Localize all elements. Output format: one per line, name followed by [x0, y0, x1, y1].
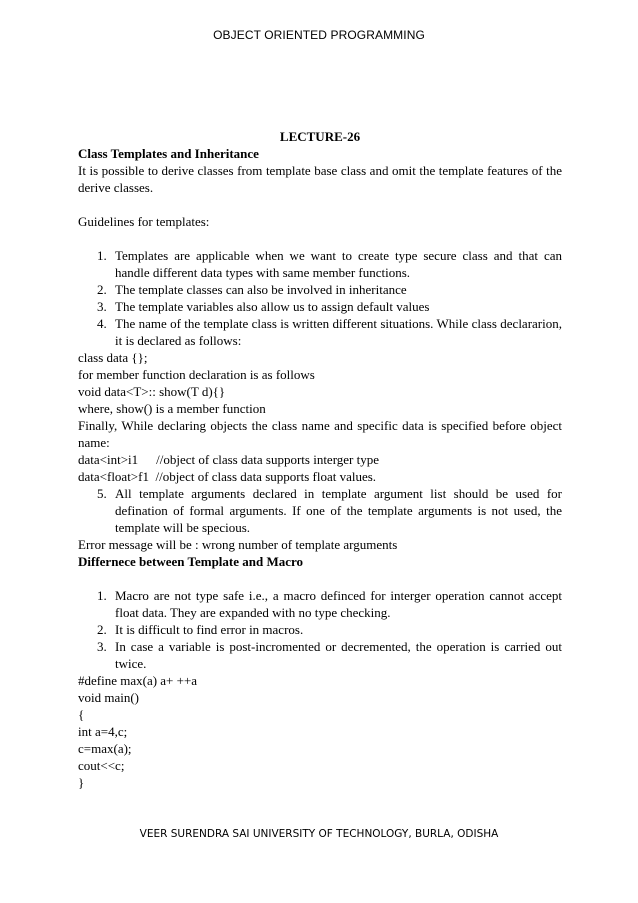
- list-text: Templates are applicable when we want to create type secure class and that can handle different data types with same member functions.: [115, 248, 562, 280]
- page-header: OBJECT ORIENTED PROGRAMMING: [213, 28, 425, 42]
- list-text: The template variables also allow us to assign default values: [115, 299, 430, 314]
- code-line: int a=4,c;: [78, 724, 128, 739]
- list-item: [78, 315, 562, 349]
- declaration-line: [78, 451, 562, 468]
- list-item: [78, 587, 562, 621]
- list-text: It is difficult to find error in macros.: [115, 622, 304, 637]
- list-text: All template arguments declared in template argument list should be used for defination of formal arguments. If one of the template arguments is not used, the template will be specious.: [115, 486, 562, 535]
- declaration-comment: //object of class data supports interger type: [156, 452, 380, 467]
- list-item: [78, 638, 562, 672]
- error-message: Error message will be : wrong number of template arguments: [78, 537, 398, 552]
- code-line: void data<T>:: show(T d){}: [78, 384, 226, 399]
- list-number: 4.: [97, 316, 107, 331]
- declaration-code: data<float>f1: [78, 469, 149, 484]
- list-number: 1.: [97, 588, 107, 603]
- list-number: 2.: [97, 622, 107, 637]
- code-line: class data {};: [78, 350, 148, 365]
- code-line: c=max(a);: [78, 741, 132, 756]
- declaration-line: [78, 468, 562, 485]
- list-item: [78, 247, 562, 281]
- list-item: [78, 621, 562, 638]
- code-line: cout<<c;: [78, 758, 125, 773]
- list-number: 3.: [97, 639, 107, 654]
- list-number: 2.: [97, 282, 107, 297]
- guidelines-label: Guidelines for templates:: [78, 214, 210, 229]
- code-line: #define max(a) a+ ++a: [78, 673, 198, 688]
- list-number: 5.: [97, 486, 107, 501]
- declaration-code: data<int>i1: [78, 452, 139, 467]
- lecture-title: LECTURE-26: [279, 129, 361, 144]
- intro-paragraph: It is possible to derive classes from template base class and omit the template features of the derive classes.: [78, 163, 562, 195]
- list-text: The name of the template class is written different situations. While class declararion, it is declared as follows:: [115, 316, 562, 348]
- section-heading-template-vs-macro: Differnece between Template and Macro: [78, 554, 304, 569]
- code-line: for member function declaration is as follows: [78, 367, 315, 382]
- list-item: [78, 485, 562, 536]
- code-line: {: [78, 707, 85, 722]
- section-heading-class-templates: Class Templates and Inheritance: [78, 146, 259, 161]
- code-line: }: [78, 775, 85, 790]
- declaration-comment: //object of class data supports float values.: [155, 469, 377, 484]
- page-content: [78, 128, 562, 791]
- page-footer: VEER SURENDRA SAI UNIVERSITY OF TECHNOLOGY, BURLA, ODISHA: [139, 828, 499, 840]
- list-number: 3.: [97, 299, 107, 314]
- list-item: [78, 298, 562, 315]
- code-line: where, show() is a member function: [78, 401, 266, 416]
- finally-paragraph: Finally, While declaring objects the class name and specific data is specified before object name:: [78, 418, 562, 450]
- list-number: 1.: [97, 248, 107, 263]
- code-line: void main(): [78, 690, 140, 705]
- list-text: The template classes can also be involved in inheritance: [115, 282, 407, 297]
- list-text: In case a variable is post-incromented or decremented, the operation is carried out twice.: [115, 639, 562, 671]
- list-item: [78, 281, 562, 298]
- list-text: Macro are not type safe i.e., a macro definced for interger operation cannot accept float data. They are expanded with no type checking.: [115, 588, 562, 620]
